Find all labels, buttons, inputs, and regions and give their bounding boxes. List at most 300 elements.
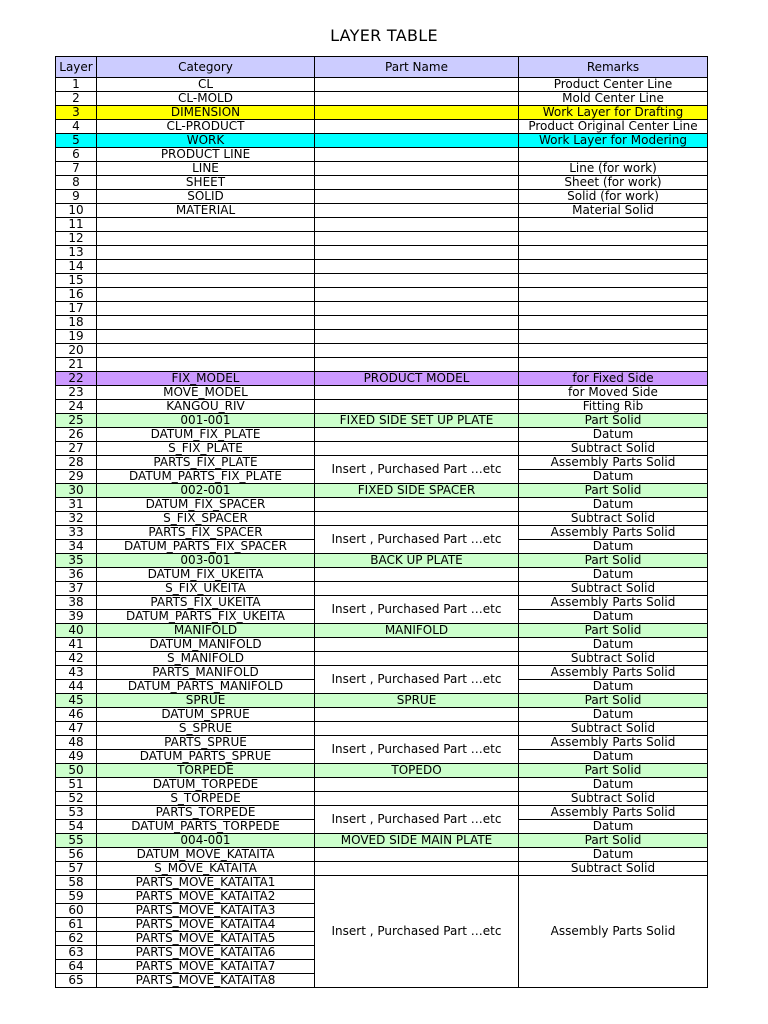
table-row	[56, 834, 708, 848]
remarks-cell: Sheet (for work)	[519, 176, 708, 190]
table-row	[56, 456, 708, 470]
table-row	[56, 568, 708, 582]
remarks-cell: Solid (for work)	[519, 190, 708, 204]
category-cell: CL-PRODUCT	[97, 120, 315, 134]
part-name-cell: BACK UP PLATE	[315, 554, 519, 568]
table-row	[56, 92, 708, 106]
layer-cell: 11	[56, 218, 97, 232]
remarks-cell: Datum	[519, 638, 708, 652]
category-cell: DATUM_FIX_SPACER	[97, 498, 315, 512]
category-cell: WORK	[97, 134, 315, 148]
layer-cell: 32	[56, 512, 97, 526]
layer-cell: 3	[56, 106, 97, 120]
category-cell: CL	[97, 78, 315, 92]
layer-cell: 55	[56, 834, 97, 848]
remarks-cell: Assembly Parts Solid	[519, 456, 708, 470]
category-cell	[97, 344, 315, 358]
table-row	[56, 764, 708, 778]
part-name-cell: SPRUE	[315, 694, 519, 708]
remarks-cell: Subtract Solid	[519, 652, 708, 666]
table-row	[56, 862, 708, 876]
category-cell: PARTS_FIX_UKEITA	[97, 596, 315, 610]
layer-cell: 24	[56, 400, 97, 414]
part-name-cell	[315, 316, 519, 330]
table-row	[56, 638, 708, 652]
part-name-cell: FIXED SIDE SET UP PLATE	[315, 414, 519, 428]
remarks-cell: Datum	[519, 498, 708, 512]
category-cell	[97, 218, 315, 232]
layer-cell: 36	[56, 568, 97, 582]
category-cell: DATUM_MOVE_KATAITA	[97, 848, 315, 862]
table-row	[56, 498, 708, 512]
remarks-cell: Part Solid	[519, 414, 708, 428]
category-cell: S_FIX_SPACER	[97, 512, 315, 526]
category-cell: S_FIX_PLATE	[97, 442, 315, 456]
part-name-cell	[315, 274, 519, 288]
part-name-cell	[315, 302, 519, 316]
part-name-cell	[315, 344, 519, 358]
remarks-cell	[519, 330, 708, 344]
category-cell: S_MANIFOLD	[97, 652, 315, 666]
part-name-cell: PRODUCT MODEL	[315, 372, 519, 386]
category-cell: DATUM_TORPEDE	[97, 778, 315, 792]
part-name-cell	[315, 176, 519, 190]
remarks-cell: Datum	[519, 470, 708, 484]
category-cell	[97, 232, 315, 246]
layer-cell: 45	[56, 694, 97, 708]
part-name-cell	[315, 442, 519, 456]
category-cell: MATERIAL	[97, 204, 315, 218]
header-row	[56, 57, 708, 78]
layer-cell: 4	[56, 120, 97, 134]
remarks-cell: Part Solid	[519, 694, 708, 708]
remarks-cell	[519, 232, 708, 246]
page-title: LAYER TABLE	[330, 26, 438, 45]
category-cell	[97, 246, 315, 260]
category-cell: MOVE_MODEL	[97, 386, 315, 400]
table-row	[56, 554, 708, 568]
layer-cell: 38	[56, 596, 97, 610]
category-cell: LINE	[97, 162, 315, 176]
remarks-cell	[519, 344, 708, 358]
category-cell: S_SPRUE	[97, 722, 315, 736]
table-row	[56, 162, 708, 176]
table-row	[56, 694, 708, 708]
layer-cell: 7	[56, 162, 97, 176]
layer-cell: 49	[56, 750, 97, 764]
part-name-cell	[315, 232, 519, 246]
category-cell: PARTS_MOVE_KATAITA8	[97, 974, 315, 988]
layer-cell: 60	[56, 904, 97, 918]
part-name-cell	[315, 512, 519, 526]
part-name-cell	[315, 218, 519, 232]
layer-cell: 23	[56, 386, 97, 400]
category-cell: PRODUCT LINE	[97, 148, 315, 162]
part-name-cell	[315, 722, 519, 736]
remarks-cell: Part Solid	[519, 834, 708, 848]
category-cell: PARTS_FIX_PLATE	[97, 456, 315, 470]
category-cell: KANGOU_RIV	[97, 400, 315, 414]
remarks-cell: Subtract Solid	[519, 582, 708, 596]
layer-cell: 35	[56, 554, 97, 568]
table-row	[56, 204, 708, 218]
table-row	[56, 708, 708, 722]
layer-cell: 18	[56, 316, 97, 330]
category-cell: SHEET	[97, 176, 315, 190]
category-cell: PARTS_MOVE_KATAITA5	[97, 932, 315, 946]
layer-cell: 34	[56, 540, 97, 554]
table-row	[56, 316, 708, 330]
remarks-cell: Datum	[519, 778, 708, 792]
layer-table	[55, 56, 708, 988]
table-row	[56, 876, 708, 890]
part-name-cell	[315, 652, 519, 666]
part-name-cell: TOPEDO	[315, 764, 519, 778]
table-row	[56, 512, 708, 526]
table-row	[56, 848, 708, 862]
remarks-cell: Work Layer for Drafting	[519, 106, 708, 120]
category-cell: DATUM_PARTS_SPRUE	[97, 750, 315, 764]
table-row	[56, 624, 708, 638]
table-row	[56, 652, 708, 666]
part-name-cell	[315, 708, 519, 722]
part-name-cell: FIXED SIDE SPACER	[315, 484, 519, 498]
remarks-cell: Assembly Parts Solid	[519, 876, 708, 988]
remarks-cell: Datum	[519, 708, 708, 722]
part-name-cell	[315, 246, 519, 260]
category-cell: DIMENSION	[97, 106, 315, 120]
category-cell: PARTS_MOVE_KATAITA6	[97, 946, 315, 960]
remarks-cell	[519, 316, 708, 330]
remarks-cell: Part Solid	[519, 554, 708, 568]
layer-cell: 47	[56, 722, 97, 736]
table-row	[56, 806, 708, 820]
remarks-cell	[519, 358, 708, 372]
layer-cell: 48	[56, 736, 97, 750]
category-cell: DATUM_PARTS_FIX_SPACER	[97, 540, 315, 554]
layer-cell: 2	[56, 92, 97, 106]
layer-cell: 26	[56, 428, 97, 442]
category-cell	[97, 302, 315, 316]
table-row	[56, 288, 708, 302]
part-name-cell	[315, 778, 519, 792]
remarks-cell: Part Solid	[519, 484, 708, 498]
table-row	[56, 792, 708, 806]
table-row	[56, 722, 708, 736]
category-cell: TORPEDE	[97, 764, 315, 778]
remarks-cell: Assembly Parts Solid	[519, 666, 708, 680]
layer-cell: 12	[56, 232, 97, 246]
header-remarks: Remarks	[519, 57, 708, 78]
table-body	[56, 78, 708, 988]
layer-cell: 54	[56, 820, 97, 834]
remarks-cell: Product Original Center Line	[519, 120, 708, 134]
remarks-cell: Line (for work)	[519, 162, 708, 176]
table-row	[56, 736, 708, 750]
layer-cell: 53	[56, 806, 97, 820]
layer-cell: 25	[56, 414, 97, 428]
remarks-cell: Assembly Parts Solid	[519, 596, 708, 610]
category-cell: DATUM_PARTS_FIX_PLATE	[97, 470, 315, 484]
category-cell: DATUM_MANIFOLD	[97, 638, 315, 652]
remarks-cell: Subtract Solid	[519, 512, 708, 526]
remarks-cell	[519, 148, 708, 162]
category-cell: FIX_MODEL	[97, 372, 315, 386]
part-name-cell	[315, 498, 519, 512]
part-name-cell: Insert , Purchased Part …etc	[315, 526, 519, 554]
category-cell: 001-001	[97, 414, 315, 428]
remarks-cell	[519, 302, 708, 316]
layer-cell: 15	[56, 274, 97, 288]
layer-cell: 28	[56, 456, 97, 470]
layer-cell: 22	[56, 372, 97, 386]
part-name-cell	[315, 330, 519, 344]
remarks-cell: Assembly Parts Solid	[519, 806, 708, 820]
remarks-cell: Mold Center Line	[519, 92, 708, 106]
layer-cell: 63	[56, 946, 97, 960]
table-row	[56, 330, 708, 344]
layer-cell: 46	[56, 708, 97, 722]
remarks-cell: Product Center Line	[519, 78, 708, 92]
remarks-cell: Datum	[519, 848, 708, 862]
part-name-cell	[315, 120, 519, 134]
remarks-cell: Part Solid	[519, 764, 708, 778]
table-row	[56, 428, 708, 442]
table-row	[56, 302, 708, 316]
layer-cell: 37	[56, 582, 97, 596]
part-name-cell	[315, 162, 519, 176]
part-name-cell	[315, 400, 519, 414]
remarks-cell: Assembly Parts Solid	[519, 526, 708, 540]
category-cell: 002-001	[97, 484, 315, 498]
category-cell: PARTS_MOVE_KATAITA2	[97, 890, 315, 904]
category-cell: S_TORPEDE	[97, 792, 315, 806]
category-cell	[97, 330, 315, 344]
category-cell: SPRUE	[97, 694, 315, 708]
layer-cell: 21	[56, 358, 97, 372]
table-row	[56, 778, 708, 792]
layer-cell: 52	[56, 792, 97, 806]
table-row	[56, 232, 708, 246]
part-name-cell	[315, 428, 519, 442]
remarks-cell: for Fixed Side	[519, 372, 708, 386]
part-name-cell	[315, 638, 519, 652]
remarks-cell: Datum	[519, 540, 708, 554]
layer-cell: 6	[56, 148, 97, 162]
layer-cell: 43	[56, 666, 97, 680]
layer-cell: 64	[56, 960, 97, 974]
table-row	[56, 218, 708, 232]
layer-cell: 14	[56, 260, 97, 274]
table-row	[56, 134, 708, 148]
remarks-cell: Subtract Solid	[519, 722, 708, 736]
remarks-cell	[519, 274, 708, 288]
layer-cell: 61	[56, 918, 97, 932]
part-name-cell	[315, 358, 519, 372]
category-cell: PARTS_MOVE_KATAITA1	[97, 876, 315, 890]
layer-cell: 13	[56, 246, 97, 260]
table-row	[56, 358, 708, 372]
category-cell: DATUM_SPRUE	[97, 708, 315, 722]
layer-cell: 42	[56, 652, 97, 666]
category-cell: PARTS_MANIFOLD	[97, 666, 315, 680]
layer-cell: 9	[56, 190, 97, 204]
layer-cell: 10	[56, 204, 97, 218]
category-cell	[97, 288, 315, 302]
remarks-cell: for Moved Side	[519, 386, 708, 400]
layer-cell: 19	[56, 330, 97, 344]
remarks-cell: Part Solid	[519, 624, 708, 638]
part-name-cell: Insert , Purchased Part …etc	[315, 666, 519, 694]
table-row	[56, 582, 708, 596]
part-name-cell: Insert , Purchased Part …etc	[315, 806, 519, 834]
layer-cell: 57	[56, 862, 97, 876]
layer-cell: 31	[56, 498, 97, 512]
part-name-cell	[315, 848, 519, 862]
category-cell: PARTS_MOVE_KATAITA7	[97, 960, 315, 974]
category-cell: PARTS_MOVE_KATAITA3	[97, 904, 315, 918]
layer-cell: 62	[56, 932, 97, 946]
category-cell	[97, 274, 315, 288]
remarks-cell: Datum	[519, 680, 708, 694]
table-row	[56, 386, 708, 400]
part-name-cell	[315, 134, 519, 148]
part-name-cell	[315, 204, 519, 218]
part-name-cell: MOVED SIDE MAIN PLATE	[315, 834, 519, 848]
table-row	[56, 414, 708, 428]
table-row	[56, 120, 708, 134]
category-cell: MANIFOLD	[97, 624, 315, 638]
part-name-cell: Insert , Purchased Part …etc	[315, 456, 519, 484]
remarks-cell	[519, 288, 708, 302]
part-name-cell	[315, 386, 519, 400]
part-name-cell: Insert , Purchased Part …etc	[315, 876, 519, 988]
layer-cell: 20	[56, 344, 97, 358]
remarks-cell	[519, 260, 708, 274]
category-cell: S_FIX_UKEITA	[97, 582, 315, 596]
remarks-cell	[519, 218, 708, 232]
table-row	[56, 148, 708, 162]
category-cell	[97, 316, 315, 330]
table-row	[56, 78, 708, 92]
part-name-cell	[315, 92, 519, 106]
part-name-cell	[315, 78, 519, 92]
layer-cell: 39	[56, 610, 97, 624]
part-name-cell: Insert , Purchased Part …etc	[315, 596, 519, 624]
remarks-cell: Work Layer for Modering	[519, 134, 708, 148]
category-cell: DATUM_FIX_PLATE	[97, 428, 315, 442]
category-cell: 003-001	[97, 554, 315, 568]
category-cell: PARTS_TORPEDE	[97, 806, 315, 820]
part-name-cell	[315, 792, 519, 806]
category-cell: DATUM_PARTS_MANIFOLD	[97, 680, 315, 694]
remarks-cell: Datum	[519, 610, 708, 624]
layer-cell: 50	[56, 764, 97, 778]
part-name-cell: MANIFOLD	[315, 624, 519, 638]
layer-cell: 41	[56, 638, 97, 652]
table-row	[56, 596, 708, 610]
layer-cell: 30	[56, 484, 97, 498]
part-name-cell	[315, 190, 519, 204]
layer-cell: 59	[56, 890, 97, 904]
remarks-cell: Datum	[519, 750, 708, 764]
part-name-cell	[315, 568, 519, 582]
part-name-cell	[315, 148, 519, 162]
category-cell: SOLID	[97, 190, 315, 204]
header-category: Category	[97, 57, 315, 78]
category-cell	[97, 358, 315, 372]
layer-cell: 56	[56, 848, 97, 862]
layer-cell: 8	[56, 176, 97, 190]
remarks-cell: Subtract Solid	[519, 862, 708, 876]
table-row	[56, 176, 708, 190]
header-layer: Layer	[56, 57, 97, 78]
table-row	[56, 274, 708, 288]
table-row	[56, 400, 708, 414]
table-row	[56, 260, 708, 274]
category-cell: CL-MOLD	[97, 92, 315, 106]
table-row	[56, 372, 708, 386]
layer-cell: 40	[56, 624, 97, 638]
category-cell: DATUM_PARTS_FIX_UKEITA	[97, 610, 315, 624]
layer-cell: 5	[56, 134, 97, 148]
category-cell: DATUM_FIX_UKEITA	[97, 568, 315, 582]
remarks-cell: Datum	[519, 568, 708, 582]
table-row	[56, 484, 708, 498]
remarks-cell: Subtract Solid	[519, 792, 708, 806]
category-cell: PARTS_FIX_SPACER	[97, 526, 315, 540]
layer-cell: 27	[56, 442, 97, 456]
layer-cell: 16	[56, 288, 97, 302]
remarks-cell	[519, 246, 708, 260]
table-row	[56, 344, 708, 358]
table-row	[56, 442, 708, 456]
remarks-cell: Fitting Rib	[519, 400, 708, 414]
part-name-cell	[315, 582, 519, 596]
remarks-cell: Subtract Solid	[519, 442, 708, 456]
table-row	[56, 246, 708, 260]
layer-cell: 51	[56, 778, 97, 792]
layer-cell: 65	[56, 974, 97, 988]
layer-cell: 1	[56, 78, 97, 92]
header-part-name: Part Name	[315, 57, 519, 78]
layer-cell: 29	[56, 470, 97, 484]
table-row	[56, 106, 708, 120]
category-cell	[97, 260, 315, 274]
remarks-cell: Datum	[519, 820, 708, 834]
table-row	[56, 526, 708, 540]
category-cell: PARTS_SPRUE	[97, 736, 315, 750]
category-cell: S_MOVE_KATAITA	[97, 862, 315, 876]
layer-cell: 33	[56, 526, 97, 540]
table-row	[56, 666, 708, 680]
part-name-cell	[315, 106, 519, 120]
remarks-cell: Assembly Parts Solid	[519, 736, 708, 750]
remarks-cell: Datum	[519, 428, 708, 442]
category-cell: DATUM_PARTS_TORPEDE	[97, 820, 315, 834]
remarks-cell: Material Solid	[519, 204, 708, 218]
layer-cell: 58	[56, 876, 97, 890]
part-name-cell: Insert , Purchased Part …etc	[315, 736, 519, 764]
layer-cell: 17	[56, 302, 97, 316]
part-name-cell	[315, 288, 519, 302]
category-cell: PARTS_MOVE_KATAITA4	[97, 918, 315, 932]
category-cell: 004-001	[97, 834, 315, 848]
part-name-cell	[315, 862, 519, 876]
part-name-cell	[315, 260, 519, 274]
layer-cell: 44	[56, 680, 97, 694]
table-row	[56, 190, 708, 204]
